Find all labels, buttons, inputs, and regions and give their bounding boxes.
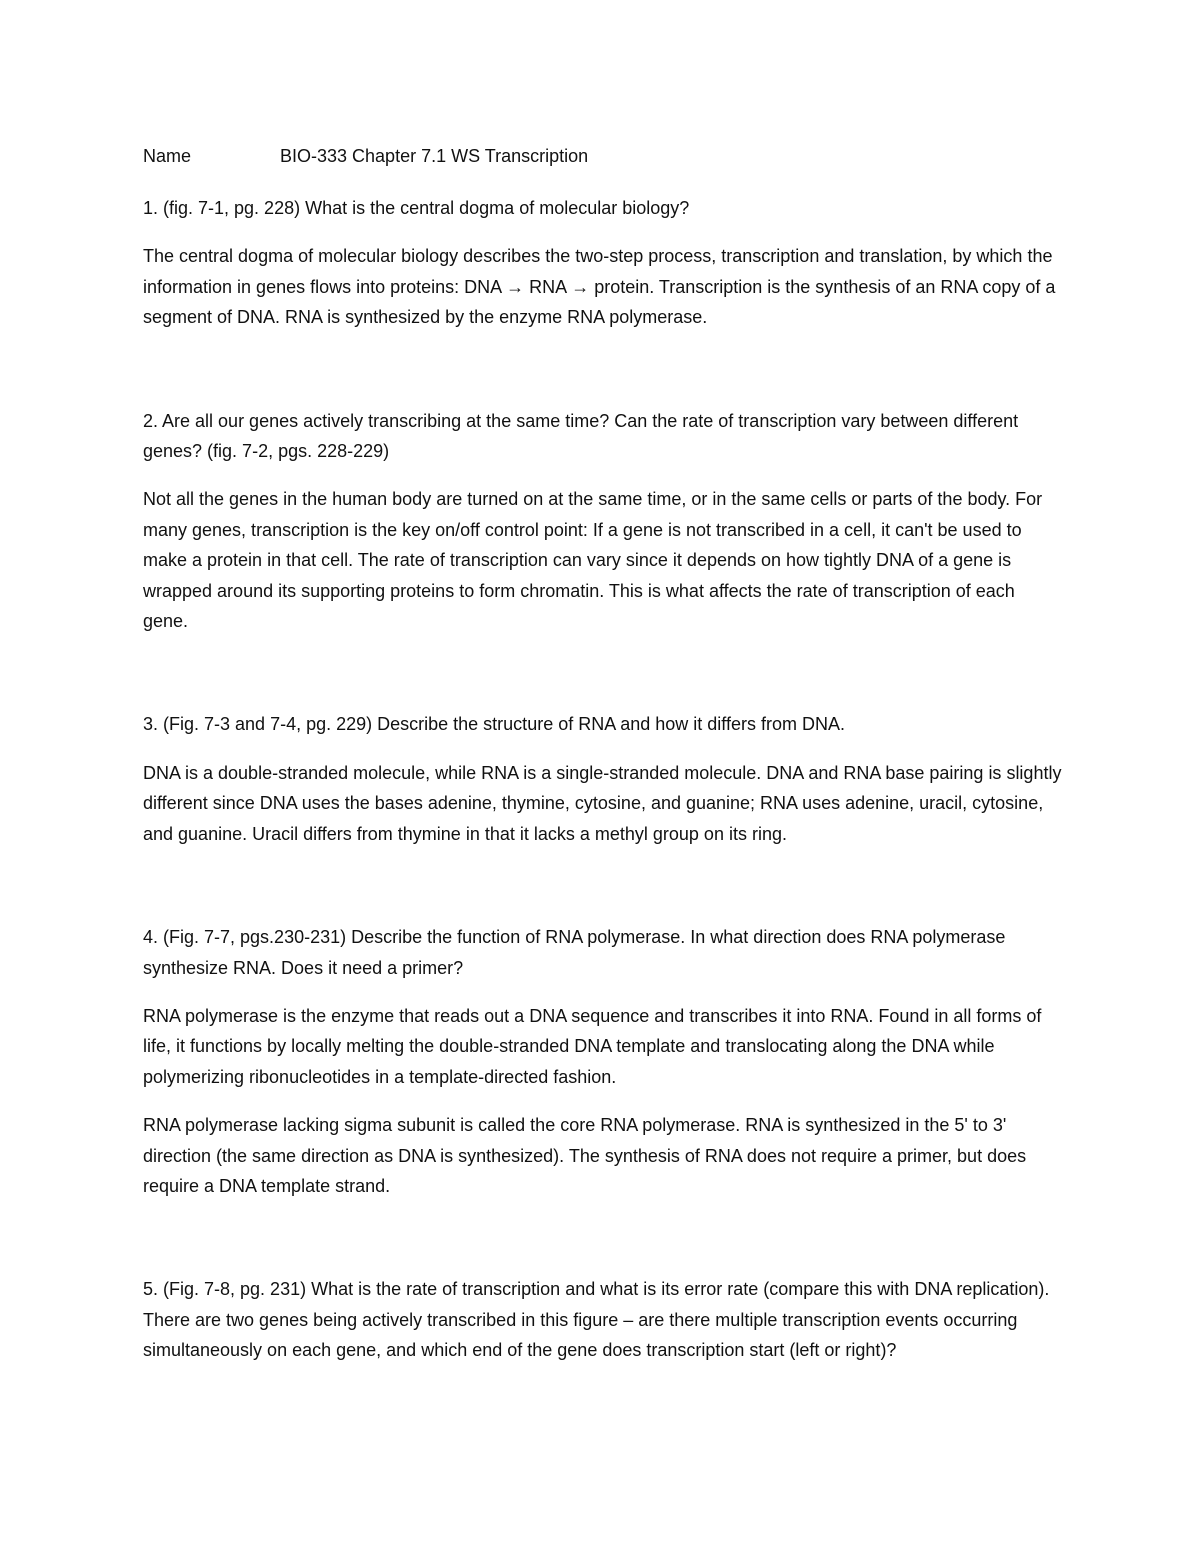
answer-2: Not all the genes in the human body are turned on at the same time, or in the same cells or parts of the body. For many genes, transcription is the key on/off control point: If a gene is not transcribed in a cell, it can't be used to make a protein in that cell. The rate of transcription can vary since it depends on how tightly DNA of a gene is wrapped around its supporting proteins to form chromatin. This is what affects the rate of transcription of each gene.: [143, 489, 1043, 632]
answer-4a: RNA polymerase is the enzyme that reads out a DNA sequence and transcribes it into RNA. Found in all forms of life, it functions by locally melting the double-stranded DNA template and translocating along the DNA while polymerizing ribonucleotides in a template-directed fashion.: [143, 1005, 1042, 1087]
answer-1: The central dogma of molecular biology describes the two-step process, transcription and translation, by which the information in genes flows into proteins: DNA → RNA → protein. Transcription is the synthesis of an RNA copy of a segment of DNA. RNA is synthesized by the enzyme RNA polymerase.: [143, 246, 1056, 328]
question-5: 5. (Fig. 7-8, pg. 231) What is the rate of transcription and what is its error rate (compare this with DNA replication). There are two genes being actively transcribed in this figure – are there multiple transcription events occurring simultaneously on each gene, and which end of the gene does transcription start (left or right)?: [143, 1279, 1050, 1361]
question-4: 4. (Fig. 7-7, pgs.230-231) Describe the function of RNA polymerase. In what direction does RNA polymerase synthesize RNA. Does it need a primer?: [143, 927, 1006, 978]
question-1: 1. (fig. 7-1, pg. 228) What is the central dogma of molecular biology?: [143, 198, 690, 218]
worksheet-title: BIO-333 Chapter 7.1 WS Transcription: [280, 146, 589, 166]
answer-3: DNA is a double-stranded molecule, while RNA is a single-stranded molecule. DNA and RNA base pairing is slightly different since DNA uses the bases adenine, thymine, cytosine, and guanine; RNA uses adenine, uracil, cytosine, and guanine. Uracil differs from thymine in that it lacks a methyl group on its ring.: [143, 762, 1062, 844]
worksheet-header: [143, 141, 1063, 171]
worksheet-content: [143, 141, 1063, 1366]
question-3: 3. (Fig. 7-3 and 7-4, pg. 229) Describe the structure of RNA and how it differs from DNA.: [143, 714, 845, 735]
name-label: Name: [143, 146, 192, 166]
question-2: 2. Are all our genes actively transcribing at the same time? Can the rate of transcription vary between different genes? (fig. 7-2, pgs. 228-229): [143, 410, 1019, 462]
answer-4b: RNA polymerase lacking sigma subunit is called the core RNA polymerase. RNA is synthesized in the 5' to 3' direction (the same direction as DNA is synthesized). The synthesis of RNA does not require a primer, but does require a DNA template strand.: [143, 1115, 1027, 1196]
